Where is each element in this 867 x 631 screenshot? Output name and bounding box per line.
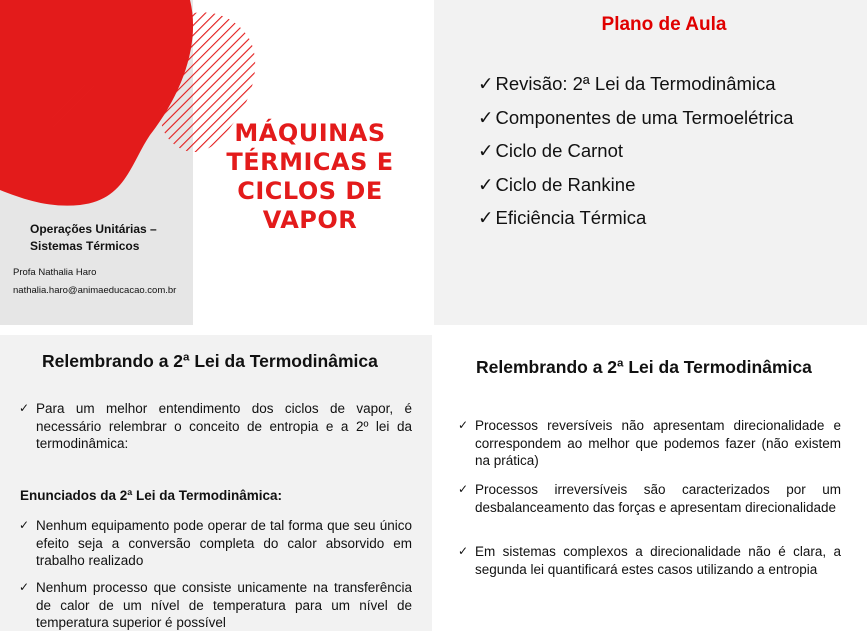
plan-item (478, 204, 793, 238)
statements-heading: Enunciados da 2ª Lei da Termodinâmica: (20, 488, 283, 503)
bullet-text: Em sistemas complexos a direcionalidade não é clara, a segunda lei quantificará estes casos utilizando a entropia (475, 544, 841, 577)
bullet-statement-1 (19, 517, 412, 570)
slide-second-law-1 (0, 335, 432, 631)
bullet-text: Para um melhor entendimento dos ciclos de vapor, é necessário relembrar o conceito de entropia e a 2º lei da termodinâmica: (36, 401, 412, 451)
course-line-1: Operações Unitárias – (30, 222, 157, 236)
plan-item-label: Revisão: 2ª Lei da Termodinâmica (495, 73, 776, 94)
check-icon: ✓ (458, 482, 469, 496)
plan-item (478, 171, 793, 205)
bullet-reversible (458, 417, 841, 470)
title-line-4: VAPOR (262, 206, 358, 234)
check-icon: ✓ (458, 544, 469, 558)
slide-title (0, 0, 432, 325)
course-line-2: Sistemas Térmicos (30, 239, 140, 253)
check-icon: ✓ (19, 580, 30, 594)
plan-item-label: Componentes de uma Termoelétrica (495, 106, 794, 128)
slide-second-law-2 (434, 335, 867, 631)
slide-heading: Relembrando a 2ª Lei da Termodinâmica (476, 357, 812, 377)
presentation-title (205, 119, 415, 235)
check-icon: ✓ (478, 174, 494, 196)
title-line-3: CICLOS DE (237, 177, 383, 205)
plan-item-label: Ciclo de Carnot (495, 140, 624, 161)
check-icon: ✓ (458, 418, 469, 432)
slide-heading: Relembrando a 2ª Lei da Termodinâmica (42, 351, 378, 371)
plan-item-label: Ciclo de Rankine (495, 173, 636, 195)
title-line-1: MÁQUINAS (234, 119, 386, 147)
check-icon: ✓ (19, 518, 30, 532)
check-icon: ✓ (478, 208, 494, 229)
slide-lesson-plan (434, 0, 867, 325)
bullet-text: Processos irreversíveis são caracterizados por um desbalanceamento das forças e apresentam direcionalidade (475, 482, 841, 515)
bullet-intro (19, 400, 412, 453)
bullet-text: Processos reversíveis não apresentam direcionalidade e correspondem ao melhor que podemos fazer (não existem na prática) (475, 418, 841, 468)
bullet-text: Nenhum equipamento pode operar de tal forma que seu único efeito seja a conversão completa do calor absorvido em trabalho realizado (36, 518, 412, 568)
bullet-irreversible (458, 481, 841, 516)
plan-item (478, 137, 793, 171)
plan-list (478, 70, 793, 238)
check-icon: ✓ (478, 74, 494, 95)
check-icon: ✓ (478, 107, 494, 129)
bullet-text: Nenhum processo que consiste unicamente na transferência de calor de um nível de temperatura para um nível de temperatura superior é possível (36, 580, 412, 630)
teacher-email: nathalia.haro@animaeducacao.com.br (13, 285, 177, 296)
bullet-statement-2 (19, 579, 412, 631)
title-line-2: TÉRMICAS E (226, 148, 394, 176)
check-icon: ✓ (19, 401, 30, 415)
plan-title: Plano de Aula (601, 14, 727, 35)
teacher-info (13, 264, 176, 300)
plan-item (478, 104, 793, 138)
check-icon: ✓ (478, 141, 494, 162)
plan-item-label: Eficiência Térmica (495, 207, 647, 228)
course-name (30, 221, 190, 255)
bullet-complex-systems (458, 543, 841, 578)
plan-item (478, 70, 793, 104)
teacher-name: Profa Nathalia Haro (13, 267, 97, 278)
